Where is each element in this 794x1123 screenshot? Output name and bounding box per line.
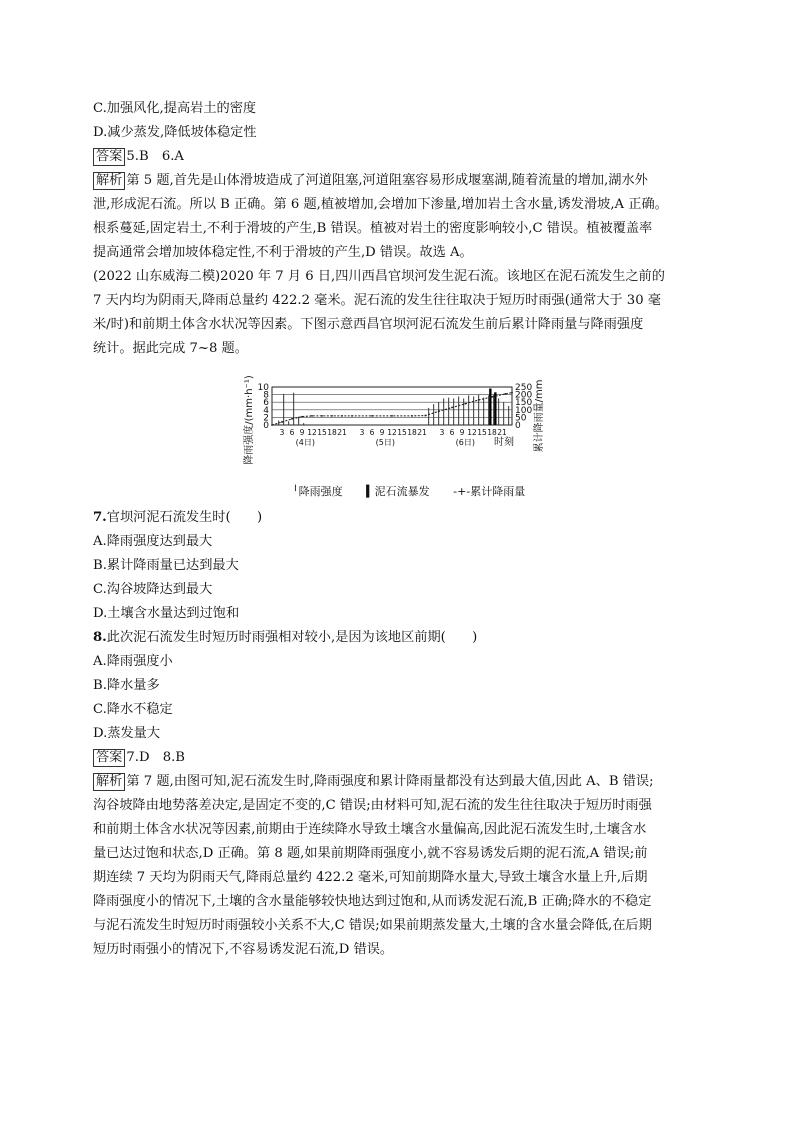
y-right-tick-label: 200 xyxy=(515,390,533,401)
y-left-tick-label: 4 xyxy=(263,405,269,416)
x-tick-label: 21 xyxy=(337,428,347,437)
plot-frame xyxy=(272,387,512,425)
analysis-tag: 解析 xyxy=(93,773,125,791)
question-7 xyxy=(93,506,262,530)
x-tick-label: 6 xyxy=(289,428,295,437)
x-tick-label: 12 xyxy=(307,428,317,437)
cumulative-rainfall-line xyxy=(272,393,512,425)
cumulative-rainfall-point xyxy=(271,424,273,426)
x-tick-label: 18 xyxy=(407,428,417,437)
x-tick-label: 9 xyxy=(379,428,385,437)
cumulative-rainfall-point xyxy=(341,415,343,417)
analysis-line: 降雨强度小的情况下,土壤的含水量能够较快地达到过饱和,从而诱发泥石流,B 正确;降水的不稳定 xyxy=(93,894,652,909)
q7-option-b: B.累计降雨量已达到最大 xyxy=(93,558,239,573)
cumulative-rainfall-point xyxy=(451,407,453,409)
y-left-axis-title: 降雨强度/(mm·h⁻¹) xyxy=(244,375,255,465)
material-line: 7 天内均为阴雨天,降雨总量约 422.2 毫米。泥石流的发生往往取决于短历时雨强(通常大于 30 毫 xyxy=(93,293,661,308)
material-line: (2022 山东威海二模)2020 年 7 月 6 日,四川西昌官坝河发生泥石流。该地区在泥石流发生之前的 xyxy=(93,269,665,284)
cumulative-rainfall-point xyxy=(291,418,293,420)
cumulative-rainfall-point xyxy=(478,399,480,401)
question-number: 7. xyxy=(93,510,107,525)
cumulative-rainfall-point xyxy=(424,415,426,417)
analysis-line: 期连续 7 天均为阴雨天气,降雨总量约 422.2 毫米,可知前期降水量大,导致土壤含水量上升,后期 xyxy=(93,870,648,885)
x-tick-label: 21 xyxy=(417,428,427,437)
answer-line-q5-6 xyxy=(93,145,184,169)
legend-intensity: ╵降雨强度 xyxy=(292,485,343,498)
option-c-q6: C.加强风化,提高岩土的密度 xyxy=(93,101,257,116)
cumulative-rainfall-point xyxy=(391,415,393,417)
y-right-axis-title: 累计降雨量/mm xyxy=(534,379,545,453)
cumulative-rainfall-point xyxy=(301,416,303,418)
x-axis-title: 时刻 xyxy=(494,437,514,448)
cumulative-rainfall-point xyxy=(321,415,323,417)
question-8 xyxy=(93,626,477,650)
cumulative-rainfall-point xyxy=(491,396,493,398)
analysis-line xyxy=(93,770,654,794)
q7-option-c: C.沟谷坡降达到最大 xyxy=(93,582,213,597)
q8-option-d: D.蒸发量大 xyxy=(93,726,161,741)
analysis-line: 量已达过饱和状态,D 正确。第 8 题,如果前期降雨强度小,就不容易诱发后期的泥石流,A 错误;前 xyxy=(93,846,648,861)
answer-tag: 答案 xyxy=(93,749,125,767)
q8-option-b: B.降水量多 xyxy=(93,678,160,693)
legend-cumulative: -+-累计降雨量 xyxy=(453,485,526,498)
question-stem: 官坝河泥石流发生时( ) xyxy=(106,510,263,525)
analysis-line: 泄,形成泥石流。所以 B 正确。第 6 题,植被增加,会增加下渗量,增加岩土含水量,诱发滑坡,A 正确。 xyxy=(93,197,668,212)
x-tick-label: 3 xyxy=(439,428,445,437)
cumulative-rainfall-point xyxy=(511,392,513,394)
q7-option-a: A.降雨强度达到最大 xyxy=(93,534,213,549)
x-tick-label: 18 xyxy=(487,428,497,437)
x-tick-label: 15 xyxy=(477,428,487,437)
cumulative-rainfall-point xyxy=(464,403,466,405)
cumulative-rainfall-point xyxy=(504,393,506,395)
x-tick-label: 3 xyxy=(359,428,365,437)
cumulative-rainfall-point xyxy=(331,415,333,417)
question-stem: 此次泥石流发生时短历时雨强相对较小,是因为该地区前期( ) xyxy=(106,630,478,645)
y-left-tick-label: 2 xyxy=(263,413,269,424)
answer-text: 7.D 8.B xyxy=(126,750,185,765)
day-label: (6日) xyxy=(455,438,476,447)
y-right-tick-label: 0 xyxy=(515,421,521,431)
answer-line-q7-8 xyxy=(93,746,185,770)
x-tick-label: 9 xyxy=(299,428,305,437)
analysis-line: 提高通常会增加坡体稳定性,不利于滑坡的产生,D 错误。故选 A。 xyxy=(93,245,473,260)
q7-option-d: D.土壤含水量达到过饱和 xyxy=(93,606,240,621)
x-tick-label: 9 xyxy=(459,428,465,437)
y-right-tick-label: 100 xyxy=(515,405,533,416)
material-line: 统计。据此完成 7~8 题。 xyxy=(93,341,248,356)
y-left-tick-label: 10 xyxy=(257,383,269,393)
rainfall-chart-svg xyxy=(240,369,545,501)
legend-debris-flow: ▍泥石流暴发 xyxy=(366,485,430,498)
analysis-line: 与泥石流发生时短历时雨强较小关系不大,C 错误;如果前期蒸发量大,土壤的含水量会降低,在后期 xyxy=(93,918,652,933)
y-left-tick-label: 8 xyxy=(263,390,269,401)
y-left-tick-label: 6 xyxy=(263,398,269,409)
x-tick-label: 3 xyxy=(279,428,285,437)
y-right-tick-label: 250 xyxy=(515,383,533,393)
cumulative-rainfall-point xyxy=(351,415,353,417)
material-line: 米/时)和前期土体含水状况等因素。下图示意西昌官坝河泥石流发生前后累计降雨量与降雨强度 xyxy=(93,317,644,332)
x-tick-label: 6 xyxy=(369,428,375,437)
y-right-tick-label: 50 xyxy=(515,413,527,424)
analysis-text: 第 5 题,首先是山体滑坡造成了河道阻塞,河道阻塞容易形成堰塞湖,随着流量的增加,湖水外 xyxy=(126,173,648,188)
x-tick-label: 12 xyxy=(387,428,397,437)
answer-tag: 答案 xyxy=(93,148,125,166)
question-number: 8. xyxy=(93,630,107,645)
cumulative-rainfall-point xyxy=(281,421,283,423)
analysis-line: 短历时雨强小的情况下,不容易诱发泥石流,D 错误。 xyxy=(93,942,394,957)
x-tick-label: 15 xyxy=(397,428,407,437)
day-label: (4日) xyxy=(295,438,316,447)
x-tick-label: 18 xyxy=(327,428,337,437)
y-left-tick-label: 0 xyxy=(263,421,269,431)
x-tick-label: 15 xyxy=(317,428,327,437)
analysis-line xyxy=(93,169,648,193)
cumulative-rainfall-point xyxy=(438,410,440,412)
analysis-line: 沟谷坡降由地势落差决定,是固定不变的,C 错误;由材料可知,泥石流的发生往往取决于短历时雨强 xyxy=(93,798,652,813)
analysis-line: 和前期土体含水状况等因素,前期由于连续降水导致土壤含水量偏高,因此泥石流发生时,土壤含水 xyxy=(93,822,647,837)
answer-text: 5.B 6.A xyxy=(126,149,184,164)
cumulative-rainfall-point xyxy=(371,415,373,417)
analysis-tag: 解析 xyxy=(93,172,125,190)
day-label: (5日) xyxy=(375,438,396,447)
rainfall-chart xyxy=(240,369,545,501)
option-d-q6: D.减少蒸发,降低坡体稳定性 xyxy=(93,125,257,140)
x-tick-label: 21 xyxy=(497,428,507,437)
y-right-tick-label: 150 xyxy=(515,398,533,409)
chart-legend xyxy=(292,483,545,499)
q8-option-c: C.降水不稳定 xyxy=(93,702,173,717)
x-tick-label: 12 xyxy=(467,428,477,437)
analysis-text: 第 7 题,由图可知,泥石流发生时,降雨强度和累计降雨量都没有达到最大值,因此 A、B 错误; xyxy=(126,774,654,789)
x-tick-label: 6 xyxy=(449,428,455,437)
analysis-line: 根系蔓延,固定岩土,不利于滑坡的产生,B 错误。植被对岩土的密度影响较小,C 错误。植被覆盖率 xyxy=(93,221,653,236)
q8-option-a: A.降雨强度小 xyxy=(93,654,173,669)
cumulative-rainfall-point xyxy=(311,415,313,417)
cumulative-rainfall-point xyxy=(411,415,413,417)
